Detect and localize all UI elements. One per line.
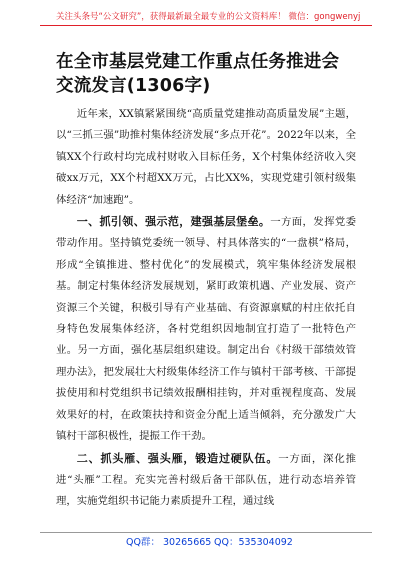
section-2-paragraph — [56, 448, 356, 513]
document-body — [56, 50, 356, 513]
intro-paragraph: 近年来，XX镇紧紧围绕“高质量党建推动高质量发展”主题，以“三抓三强”助推村集体经济发展“多点开花”。2022年以来，全镇XX个行政村均完成村财收入目标任务，X个村集体经济收入突破xx万元，XX个村超XX万元，占比XX%，实现党建引领村级集体经济“加速跑”。 — [56, 108, 356, 206]
footer-qq-group: QQ群： 30265665 — [126, 537, 212, 548]
section-1-heading: 一、抓引领、强示范，建强基层堡垒。 — [76, 215, 271, 229]
page-footer — [0, 532, 408, 552]
page-header — [0, 0, 408, 40]
header-notice: 关注头条号“公文研究”，获得最新最全最专业的公文资料库！ 微信：gongwenyj — [56, 12, 361, 22]
section-2-heading: 二、抓头雁、强头雁，锻造过硬队伍。 — [76, 451, 279, 465]
header-divider — [40, 25, 372, 26]
footer-qq-contact: QQ：535304092 — [214, 537, 293, 548]
footer-divider — [40, 532, 372, 533]
section-1-paragraph — [56, 211, 356, 447]
document-title: 在全市基层党建工作重点任务推进会交流发言(1306字) — [56, 52, 340, 96]
section-1-body: 一方面，发挥党委带动作用。坚持镇党委统一领导、村具体落实的“一盘棋”格局，形成“全镇推进、整村优化”的发展模式，筑牢集体经济发展根基。制定村集体经济发展规划，紧盯政策机遇、产业发展、资产资源三个关键，积极引导有产业基础、有资源禀赋的村庄依托自身特色发展集体经济，各村党组织因地制宜打造了一批特色产业。另一方面，强化基层组织建设。制定出台《村级干部绩效管理办法》，把发展壮大村级集体经济工作与镇村干部考核、干部提拔使用和村党组织书记绩效报酬相挂钩，并对重视程度高、发展效果好的村，在政策扶持和资金分配上适当倾斜，充分激发广大镇村干部积极性，提振工作干劲。 — [56, 216, 357, 443]
section-2-body: 一方面，深化推进“头雁”工程。充实完善村级后备干部队伍，进行动态培养管理，实施党组织书记能力素质提升工程，通过线 — [56, 452, 356, 508]
